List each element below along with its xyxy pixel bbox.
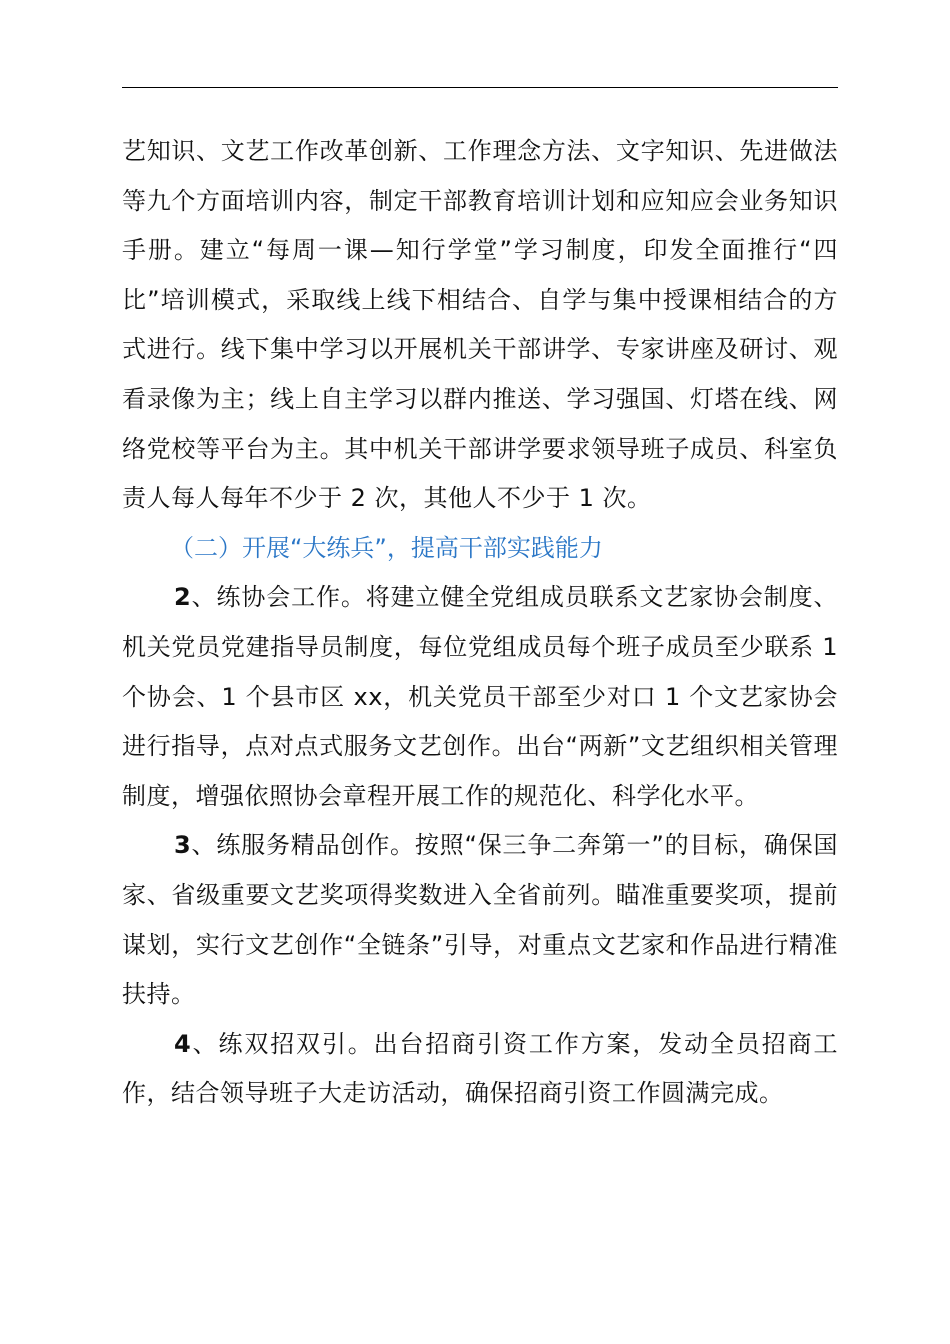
item-4-investment: [122, 1020, 838, 1119]
item-2-number: 2: [174, 583, 192, 612]
section-heading-2: （二）开展“大练兵”，提高干部实践能力: [170, 533, 603, 562]
item-2-association-work: [122, 573, 838, 821]
paragraph-training-content: 艺知识、文艺工作改革创新、工作理念方法、文字知识、先进做法等九个方面培训内容，制定干部教育培训计划和应知应会业务知识手册。建立“每周一课—知行学堂”学习制度，印发全面推行“四比”培训模式，采取线上线下相结合、自学与集中授课相结合的方式进行。线下集中学习以开展机关干部讲学、专家讲座及研讨、观看录像为主；线上自主学习以群内推送、学习强国、灯塔在线、网络党校等平台为主。其中机关干部讲学要求领导班子成员、科室负责人每人每年不少于 2 次，其他人不少于 1 次。: [122, 137, 838, 513]
item-2-text: 、练协会工作。将建立健全党组成员联系文艺家协会制度、机关党员党建指导员制度，每位党组成员每个班子成员至少联系 1 个协会、1 个县市区 xx，机关党员干部至少对口 1 个文艺家协会进行指导，点对点式服务文艺创作。出台“两新”文艺组织相关管理制度，增强依照协会章程开展工作的规范化、科学化水平。: [122, 583, 838, 810]
item-3-creation-service: [122, 821, 838, 1019]
item-4-number: 4: [174, 1029, 192, 1058]
document-body: [122, 127, 838, 1119]
header-rule: [122, 87, 838, 88]
item-3-number: 3: [174, 831, 192, 860]
item-3-text: 、练服务精品创作。按照“保三争二奔第一”的目标，确保国家、省级重要文艺奖项得奖数进入全省前列。瞄准重要奖项，提前谋划，实行文艺创作“全链条”引导，对重点文艺家和作品进行精准扶持。: [122, 831, 838, 1009]
item-4-text: 、练双招双引。出台招商引资工作方案，发动全员招商工作，结合领导班子大走访活动，确保招商引资工作圆满完成。: [122, 1029, 838, 1108]
